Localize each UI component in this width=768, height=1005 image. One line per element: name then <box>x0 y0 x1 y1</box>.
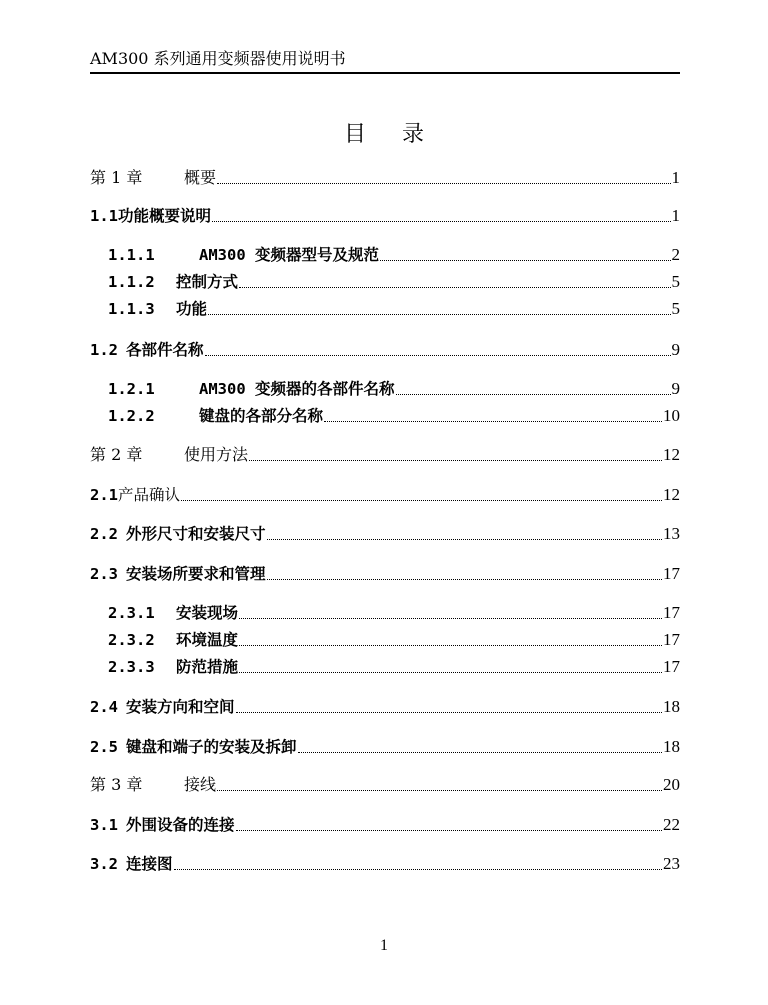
toc-leader-dots <box>217 790 662 791</box>
toc-entry-number: 2.2 <box>90 525 118 543</box>
toc-entry-number: 1.1.3 <box>108 300 155 318</box>
toc-entry-chapter-3[interactable] <box>90 773 680 797</box>
header-rule <box>90 72 680 74</box>
toc-leader-dots <box>298 752 662 753</box>
toc-entry-number: 1.2 <box>90 341 118 359</box>
toc-entry-1-1-3[interactable] <box>108 297 680 321</box>
toc-entry-page: 17 <box>663 657 680 676</box>
toc-entry-text: 控制方式 <box>176 273 239 291</box>
toc-entry-text: AM300 变频器型号及规范 <box>199 246 379 264</box>
toc-leader-dots <box>324 421 662 422</box>
toc-entry-1-1[interactable] <box>90 204 680 228</box>
toc-entry-number: 2.3 <box>90 565 118 583</box>
toc-entry-page: 13 <box>663 524 680 543</box>
toc-entry-page: 5 <box>671 272 680 291</box>
toc-entry-number: 1.1.1 <box>108 246 155 264</box>
toc-entry-text: 使用方法 <box>184 445 249 464</box>
toc-leader-dots <box>236 830 662 831</box>
toc-entry-number: 1.2.1 <box>108 380 155 398</box>
toc-entry-text: 防范措施 <box>176 658 239 676</box>
toc-leader-dots <box>212 221 670 222</box>
toc-entry-number: 2.1 <box>90 486 118 504</box>
toc-entry-chapter-2[interactable] <box>90 443 680 467</box>
toc-entry-number: 2.3.1 <box>108 604 155 622</box>
toc-entry-page: 18 <box>663 697 680 716</box>
toc-leader-dots <box>181 500 662 501</box>
toc-entry-number: 2.3.3 <box>108 658 155 676</box>
toc-entry-number: 第 3 章 <box>90 775 143 794</box>
toc-entry-page: 2 <box>671 245 680 264</box>
toc-leader-dots <box>174 869 662 870</box>
toc-entry-3-2[interactable] <box>90 852 680 876</box>
toc-title-char-2: 录 <box>402 122 425 147</box>
toc-leader-dots <box>380 260 671 261</box>
toc-entry-number: 3.2 <box>90 855 118 873</box>
toc-entry-number: 2.3.2 <box>108 631 155 649</box>
toc-entry-2-3-2[interactable] <box>108 628 680 652</box>
toc-entry-1-2-1[interactable] <box>108 377 680 401</box>
toc-entry-number: 3.1 <box>90 816 118 834</box>
toc-entry-page: 18 <box>663 737 680 756</box>
toc-entry-chapter-1[interactable] <box>90 166 680 190</box>
toc-leader-dots <box>239 618 662 619</box>
toc-entry-number: 1.1.2 <box>108 273 155 291</box>
toc-title <box>0 120 768 150</box>
toc-entry-text: 键盘和端子的安装及拆卸 <box>126 738 297 756</box>
toc-entry-page: 22 <box>663 815 680 834</box>
toc-leader-dots <box>236 712 662 713</box>
toc-leader-dots <box>208 314 670 315</box>
toc-entry-text: 安装现场 <box>176 604 239 622</box>
toc-entry-number: 2.4 <box>90 698 118 716</box>
toc-entry-page: 10 <box>663 406 680 425</box>
toc-entry-number: 第 1 章 <box>90 168 143 187</box>
toc-entry-page: 17 <box>663 564 680 583</box>
toc-entry-text: 功能 <box>176 300 208 318</box>
toc-entry-2-5[interactable] <box>90 735 680 759</box>
toc-leader-dots <box>217 183 670 184</box>
toc-entry-2-3-1[interactable] <box>108 601 680 625</box>
toc-title-char-1: 目 <box>343 122 366 147</box>
toc-entry-page: 17 <box>663 630 680 649</box>
toc-entry-text: 安装场所要求和管理 <box>126 565 266 583</box>
toc-entry-text: 连接图 <box>126 855 173 873</box>
toc-entry-text: 外形尺寸和安装尺寸 <box>126 525 266 543</box>
toc-entry-1-1-1[interactable] <box>108 243 680 267</box>
toc-entry-text: 产品确认 <box>118 486 181 504</box>
toc-entry-1-1-2[interactable] <box>108 270 680 294</box>
toc-entry-number: 第 2 章 <box>90 445 143 464</box>
toc-leader-dots <box>239 672 662 673</box>
toc-entry-text: 键盘的各部分名称 <box>199 407 324 425</box>
toc-entry-1-2-2[interactable] <box>108 404 680 428</box>
page-number: 1 <box>380 937 388 954</box>
toc-entry-page: 5 <box>671 299 680 318</box>
toc-entry-text: 外围设备的连接 <box>126 816 235 834</box>
toc-entry-text: 环境温度 <box>176 631 239 649</box>
toc-entry-text: 安装方向和空间 <box>126 698 235 716</box>
toc-leader-dots <box>267 579 662 580</box>
toc-entry-number: 1.2.2 <box>108 407 155 425</box>
toc-entry-number: 1.1 <box>90 207 118 225</box>
toc-entry-page: 23 <box>663 854 680 873</box>
toc-entry-text: 功能概要说明 <box>118 207 212 225</box>
toc-entry-page: 9 <box>671 379 680 398</box>
toc-entry-2-4[interactable] <box>90 695 680 719</box>
toc-leader-dots <box>239 645 662 646</box>
toc-leader-dots <box>396 394 671 395</box>
toc-leader-dots <box>239 287 670 288</box>
toc-leader-dots <box>267 539 662 540</box>
toc-entry-2-3-3[interactable] <box>108 655 680 679</box>
toc-entry-3-1[interactable] <box>90 813 680 837</box>
toc-entry-text: 各部件名称 <box>126 341 204 359</box>
toc-entry-number: 2.5 <box>90 738 118 756</box>
toc-entry-page: 17 <box>663 603 680 622</box>
toc-entry-2-3[interactable] <box>90 562 680 586</box>
toc-entry-page: 12 <box>663 485 680 504</box>
toc-entry-text: 概要 <box>184 168 217 187</box>
toc-entry-text: 接线 <box>184 775 217 794</box>
toc-leader-dots <box>205 355 671 356</box>
toc-entry-page: 1 <box>671 206 680 225</box>
toc-entry-page: 20 <box>663 775 680 794</box>
running-header: AM300 系列通用变频器使用说明书 <box>90 49 346 68</box>
toc-entry-1-2[interactable] <box>90 338 680 362</box>
toc-entry-text: AM300 变频器的各部件名称 <box>199 380 395 398</box>
toc-entry-page: 12 <box>663 445 680 464</box>
toc-entry-2-1[interactable] <box>90 483 680 507</box>
toc-leader-dots <box>249 460 662 461</box>
toc-entry-2-2[interactable] <box>90 522 680 546</box>
toc-entry-page: 9 <box>671 340 680 359</box>
toc-entry-page: 1 <box>671 168 680 187</box>
